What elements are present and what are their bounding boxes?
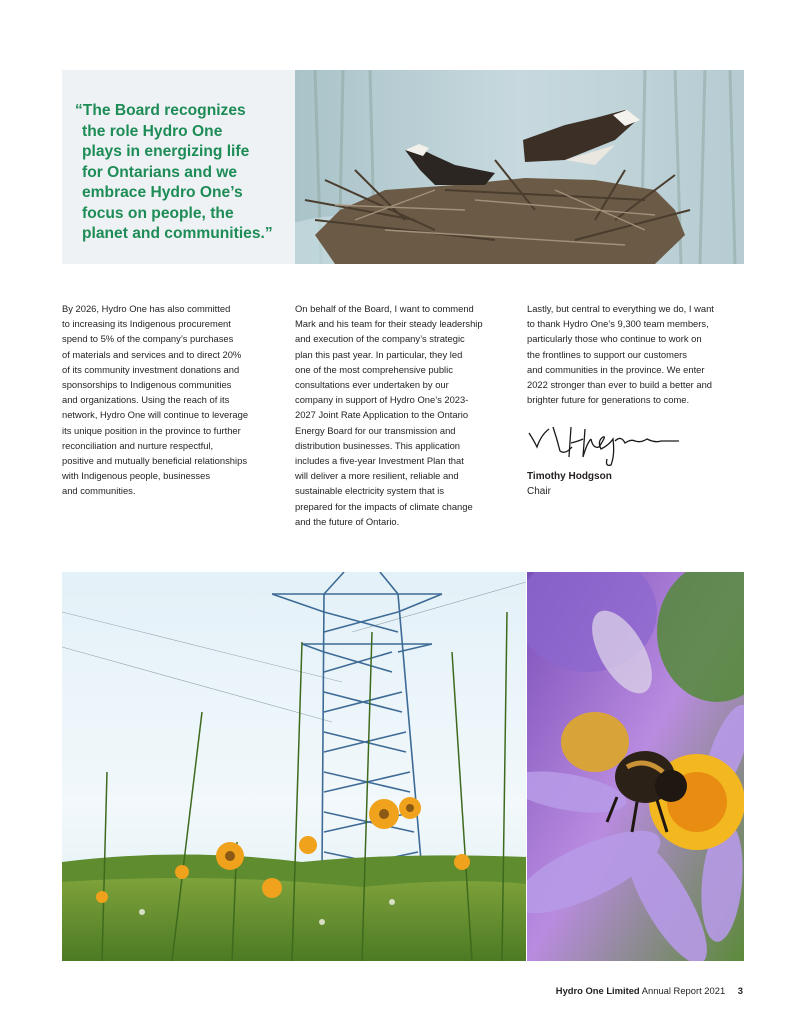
footer-report-title: Annual Report 2021	[641, 985, 726, 996]
pull-quote-text: “The Board recognizes the role Hydro One plays in energizing life for Ontarians and we embrace Hydro One’s focus on people, the planet and communities.”	[75, 102, 273, 242]
pull-quote-box	[62, 70, 295, 264]
signatory-title: Chair	[527, 486, 551, 497]
page-number: 3	[737, 985, 743, 996]
footer-company: Hydro One Limited	[555, 985, 640, 996]
osprey-nest-photo	[295, 70, 744, 264]
body-column-3: Lastly, but central to everything we do, I want to thank Hydro One’s 9,300 team members, particularly those who continue to work on the frontlines to support our customers and communities in the province. We enter 2022 stronger than ever to build a better and brighter future for generations to come.	[527, 303, 714, 406]
handwritten-signature	[527, 425, 682, 467]
bee-on-flower-photo	[527, 572, 744, 961]
transmission-tower-photo	[62, 572, 526, 961]
signatory-name: Timothy Hodgson	[527, 471, 612, 482]
body-column-1: By 2026, Hydro One has also committed to increasing its Indigenous procurement spend to 5% of the company’s purchases of materials and services and to direct 20% of its community investment donations and sponsorships to Indigenous communities and organizations. Using the reach of its network, Hydro One will continue to leverage its unique position in the province to further reconciliation and nurture respectful, positive and mutually beneficial relationships with Indigenous people, businesses and communities.	[62, 303, 249, 497]
page-footer	[556, 985, 743, 996]
body-column-2: On behalf of the Board, I want to commend Mark and his team for their steady leadership and execution of the company’s strategic plan this past year. In particular, they led one of the most comprehensive public consultations ever undertaken by our company in support of Hydro One’s 2023- 2027 Joint Rate Application to the Ontario Energy Board for our transmission and distribution businesses. This application includes a five-year Investment Plan that will deliver a more resilient, reliable and sustainable electricity system that is prepared for the impacts of climate change and the future of Ontario.	[295, 303, 483, 527]
